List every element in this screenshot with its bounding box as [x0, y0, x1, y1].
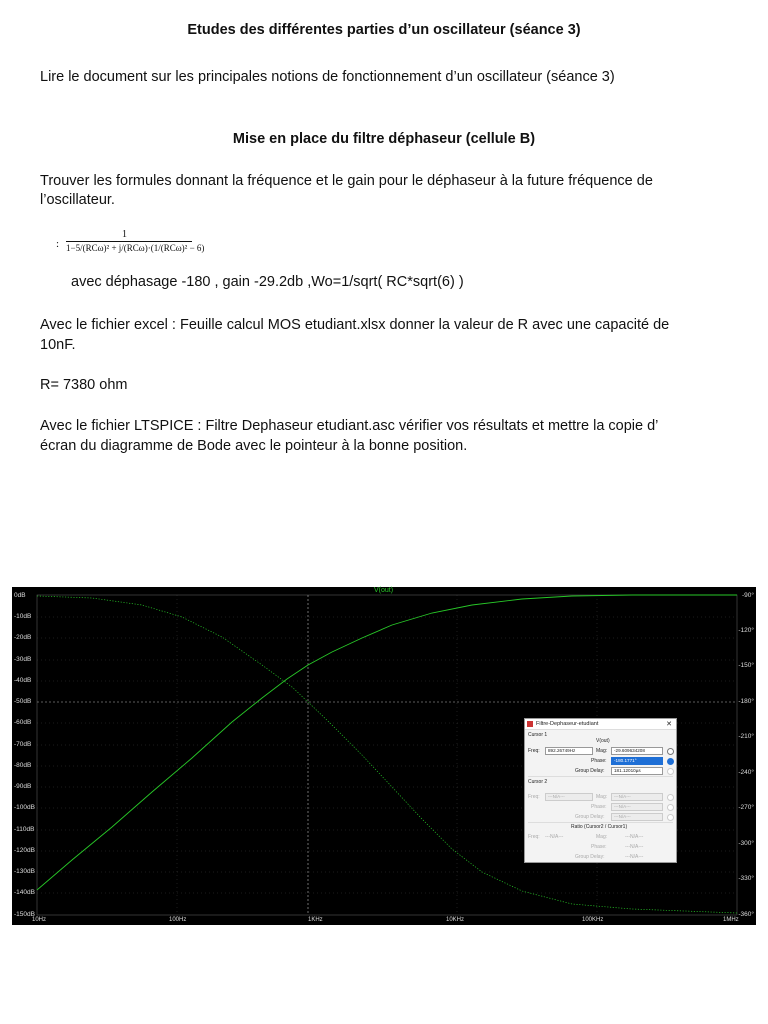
ltspice-app-icon — [527, 721, 533, 727]
right-axis-tick: -90° — [742, 592, 754, 599]
cursor2-mag-label: Mag: — [596, 794, 608, 800]
cursor1-freq-field[interactable]: 892.26749Hz — [545, 747, 593, 755]
left-axis-tick: -80dB — [14, 762, 32, 769]
ratio-freq-label: Freq: — [528, 834, 540, 840]
right-axis-tick: -150° — [738, 662, 754, 669]
right-axis-tick: -120° — [738, 627, 754, 634]
ratio-phase-label: Phase: — [591, 844, 607, 850]
intro-text: Lire le document sur les principales notions de fonctionnement d’un oscillateur (séance 3) — [40, 69, 615, 85]
cursor2-phase-radio[interactable] — [667, 804, 674, 811]
cursor2-mag-field[interactable]: ---N/A--- — [611, 793, 663, 801]
ratio-phase-value: ---N/A--- — [625, 844, 644, 850]
dialog-titlebar — [525, 719, 676, 730]
x-axis-tick: 100Hz — [169, 917, 187, 923]
left-axis-tick: -10dB — [14, 613, 32, 620]
cursor1-phase-radio[interactable] — [667, 758, 674, 765]
transfer-formula — [56, 229, 256, 265]
question3-line1: Avec le fichier LTSPICE : Filtre Dephaseur etudiant.asc vérifier vos résultats et mettre la copie d’ — [40, 418, 659, 434]
bode-plot-screenshot — [12, 587, 756, 925]
right-axis-tick: -330° — [738, 875, 754, 882]
formula-denominator: 1−5/(RCω)² + j/(RCω)·(1/(RCω)² − 6) — [66, 243, 205, 253]
cursor1-mag-label: Mag: — [596, 748, 608, 754]
cursor2-mag-radio[interactable] — [667, 794, 674, 801]
ratio-group-delay-label: Group Delay: — [575, 854, 605, 860]
cursor1-group-delay-label: Group Delay: — [575, 768, 605, 774]
ratio-mag-label: Mag: — [596, 834, 608, 840]
x-axis-tick: 1KHz — [308, 917, 323, 923]
left-axis-tick: -100dB — [14, 804, 35, 811]
left-axis-tick: -70dB — [14, 741, 32, 748]
cursor2-freq-field[interactable]: ---N/A--- — [545, 793, 593, 801]
ratio-heading: Ratio (Cursor2 / Cursor1) — [571, 824, 628, 830]
section-title: Mise en place du filtre déphaseur (cellule B) — [232, 131, 536, 147]
left-axis-tick: -40dB — [14, 677, 32, 684]
right-axis-tick: -360° — [738, 911, 754, 918]
x-axis-tick: 10KHz — [446, 917, 465, 923]
formula-numerator: 1 — [122, 229, 127, 240]
cursor2-phase-field[interactable]: ---N/A--- — [611, 803, 663, 811]
left-axis-tick: 0dB — [14, 592, 26, 599]
cursor2-phase-label: Phase: — [591, 804, 607, 810]
x-axis-tick: 1MHz — [723, 917, 739, 923]
cursor1-group-delay-field[interactable]: 181.12010µs — [611, 767, 663, 775]
x-axis-tick: 100KHz — [582, 917, 604, 923]
cursor1-freq-label: Freq: — [528, 748, 540, 754]
ratio-freq-value: ---N/A--- — [545, 834, 564, 840]
cursor1-group-delay-radio[interactable] — [667, 768, 674, 775]
right-axis-tick: -180° — [738, 698, 754, 705]
formula-fraction-bar — [66, 241, 192, 242]
question2-line2: 10nF. — [40, 337, 76, 353]
divider — [528, 776, 673, 777]
ratio-group-delay-value: ---N/A--- — [625, 854, 644, 860]
cursor-dialog — [524, 718, 677, 863]
cursor1-heading: Cursor 1 — [528, 732, 548, 738]
left-axis-tick: -150dB — [14, 911, 35, 918]
dialog-title: Filtre-Dephaseur-etudiant — [536, 721, 599, 727]
left-axis-tick: -60dB — [14, 719, 32, 726]
right-axis-tick: -210° — [738, 733, 754, 740]
question1-line2: l’oscillateur. — [40, 192, 115, 208]
answer2-text: R= 7380 ohm — [40, 377, 128, 393]
left-axis-tick: -90dB — [14, 783, 32, 790]
doc-title: Etudes des différentes parties d’un oscillateur (séance 3) — [187, 22, 581, 38]
formula-prefix: : — [56, 238, 60, 250]
cursor1-trace-name: V(out) — [596, 738, 610, 744]
question1-line1: Trouver les formules donnant la fréquence et le gain pour le déphaseur à la future fréquence de — [40, 173, 653, 189]
ratio-mag-value: ---N/A--- — [625, 834, 644, 840]
trace-label: V(out) — [374, 587, 394, 594]
cursor2-heading: Cursor 2 — [528, 779, 548, 785]
cursor2-freq-label: Freq: — [528, 794, 540, 800]
x-axis-tick: 10Hz — [32, 917, 47, 923]
cursor1-phase-label: Phase: — [591, 758, 607, 764]
left-axis-tick: -20dB — [14, 634, 32, 641]
left-axis-tick: -120dB — [14, 847, 35, 854]
left-axis-tick: -50dB — [14, 698, 32, 705]
right-axis-tick: -270° — [738, 804, 754, 811]
left-axis-tick: -30dB — [14, 656, 32, 663]
left-axis-tick: -140dB — [14, 889, 35, 896]
close-icon[interactable]: ✕ — [666, 721, 672, 728]
cursor2-group-delay-field[interactable]: ---N/A--- — [611, 813, 663, 821]
answer1-text: avec déphasage -180 , gain -29.2db ,Wo=1/sqrt( RC*sqrt(6) ) — [71, 274, 464, 290]
cursor2-group-delay-label: Group Delay: — [575, 814, 605, 820]
left-axis-tick: -130dB — [14, 868, 35, 875]
right-axis-tick: -240° — [738, 769, 754, 776]
cursor1-mag-radio[interactable] — [667, 748, 674, 755]
cursor1-mag-field[interactable]: -29.609634208 — [611, 747, 663, 755]
question2-line1: Avec le fichier excel : Feuille calcul MOS etudiant.xlsx donner la valeur de R avec une capacité de — [40, 317, 670, 333]
question3-line2: écran du diagramme de Bode avec le pointeur à la bonne position. — [40, 438, 468, 454]
divider — [528, 822, 673, 823]
left-axis-tick: -110dB — [14, 826, 35, 833]
right-axis-tick: -300° — [738, 840, 754, 847]
cursor1-phase-field[interactable]: -180.1771° — [611, 757, 663, 765]
cursor2-group-delay-radio[interactable] — [667, 814, 674, 821]
